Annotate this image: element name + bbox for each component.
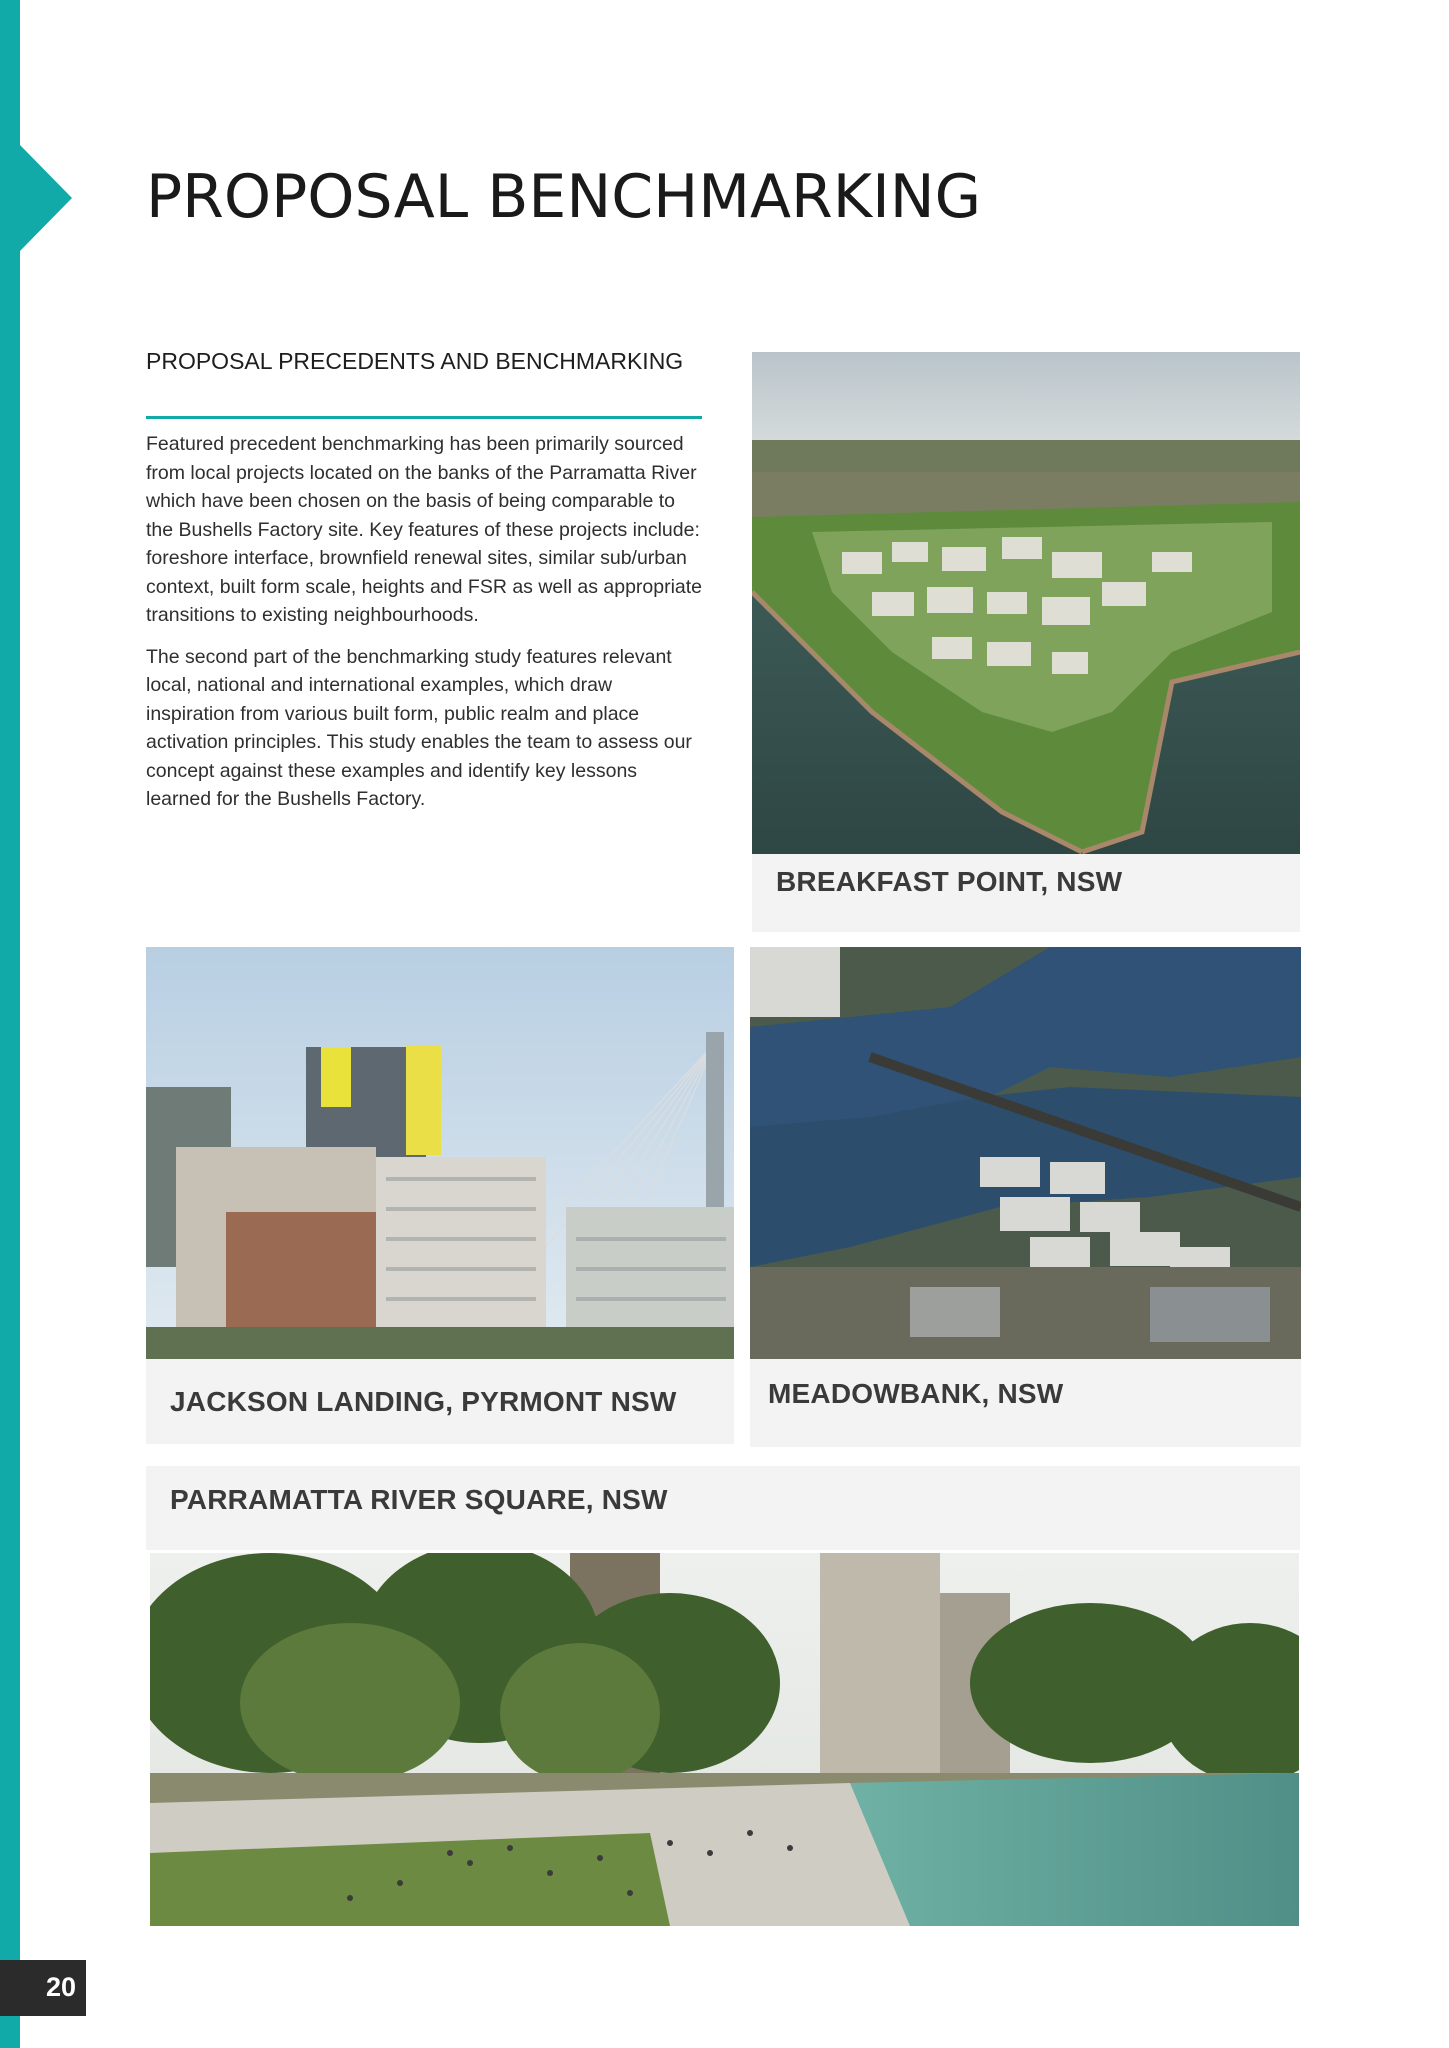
caption-jackson-landing: JACKSON LANDING, PYRMONT NSW xyxy=(170,1386,677,1417)
side-accent-bar xyxy=(0,0,20,2048)
chevron-right-icon xyxy=(20,145,72,251)
paragraph: Featured precedent benchmarking has been primarily sourced from local projects located on the banks of the Parramatta River which have been chosen on the basis of being comparable to the Bushells Factory site. Key features of these projects include: foreshore interface, brownfield renewal sites, similar sub/urban context, built form scale, heights and FSR as well as appropriate transitions to existing neighbourhoods. xyxy=(146,433,703,626)
section-divider xyxy=(146,416,702,419)
photo-breakfast-point xyxy=(752,352,1300,854)
body-text xyxy=(146,430,706,827)
page-number: 20 xyxy=(46,1972,77,2002)
caption-breakfast-point: BREAKFAST POINT, NSW xyxy=(776,866,1123,897)
caption-meadowbank: MEADOWBANK, NSW xyxy=(768,1378,1064,1409)
paragraph: The second part of the benchmarking study features relevant local, national and international examples, which draw inspiration from various built form, public realm and place activation principles. This study enables the team to assess our concept against these examples and identify key lessons learned for the Bushells Factory. xyxy=(146,645,692,810)
page-title: PROPOSAL BENCHMARKING xyxy=(146,162,982,232)
photo-jackson-landing xyxy=(146,947,734,1359)
caption-parramatta-river-square: PARRAMATTA RIVER SQUARE, NSW xyxy=(170,1484,668,1515)
photo-meadowbank xyxy=(750,947,1301,1359)
photo-parramatta-river-square xyxy=(150,1553,1299,1926)
section-heading: PROPOSAL PRECEDENTS AND BENCHMARKING xyxy=(146,348,684,374)
